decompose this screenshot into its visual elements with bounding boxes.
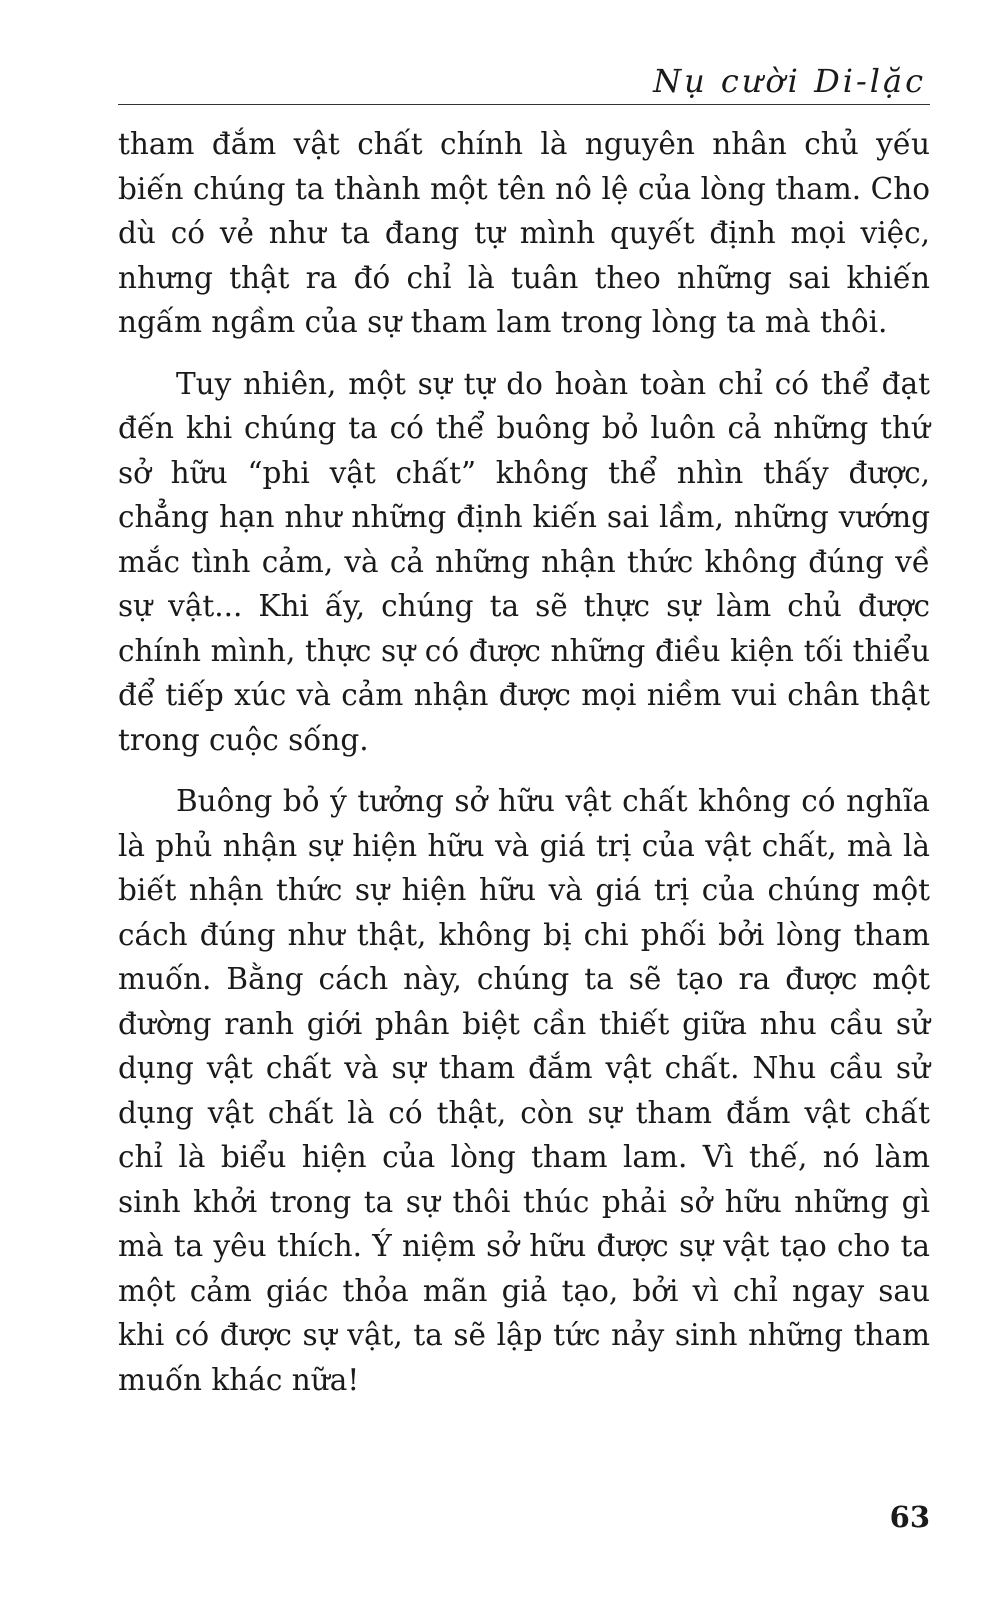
paragraph-2: Tuy nhiên, một sự tự do hoàn toàn chỉ có thể đạt đến khi chúng ta có thể buông bỏ luôn cả những thứ sở hữu “phi vật chất” không thể nhìn thấy được, chẳng hạn như những định kiến sai lầm, những vướng mắc tình cảm, và cả những nhận thức không đúng về sự vật... Khi ấy, chúng ta sẽ thực sự làm chủ được chính mình, thực sự có được những điều kiện tối thiểu để tiếp xúc và cảm nhận được mọi niềm vui chân thật trong cuộc sống. <box>118 366 930 757</box>
body-text <box>118 122 930 1419</box>
page-number: 63 <box>889 1500 930 1534</box>
paragraph-1: tham đắm vật chất chính là nguyên nhân chủ yếu biến chúng ta thành một tên nô lệ của lòng tham. Cho dù có vẻ như ta đang tự mình quyết định mọi việc, nhưng thật ra đó chỉ là tuân theo những sai khiến ngấm ngầm của sự tham lam trong lòng ta mà thôi. <box>118 127 930 339</box>
running-title: Nụ cười Di-lặc <box>653 62 926 100</box>
paragraph-3: Buông bỏ ý tưởng sở hữu vật chất không có nghĩa là phủ nhận sự hiện hữu và giá trị của vật chất, mà là biết nhận thức sự hiện hữu và giá trị của chúng một cách đúng như thật, không bị chi phối bởi lòng tham muốn. Bằng cách này, chúng ta sẽ tạo ra được một đường ranh giới phân biệt cần thiết giữa nhu cầu sử dụng vật chất và sự tham đắm vật chất. Nhu cầu sử dụng vật chất là có thật, còn sự tham đắm vật chất chỉ là biểu hiện của lòng tham lam. Vì thế, nó làm sinh khởi trong ta sự thôi thúc phải sở hữu những gì mà ta yêu thích. Ý niệm sở hữu được sự vật tạo cho ta một cảm giác thỏa mãn giả tạo, bởi vì chỉ ngay sau khi có được sự vật, ta sẽ lập tức nảy sinh những tham muốn khác nữa! <box>118 784 930 1397</box>
running-header <box>118 52 930 105</box>
